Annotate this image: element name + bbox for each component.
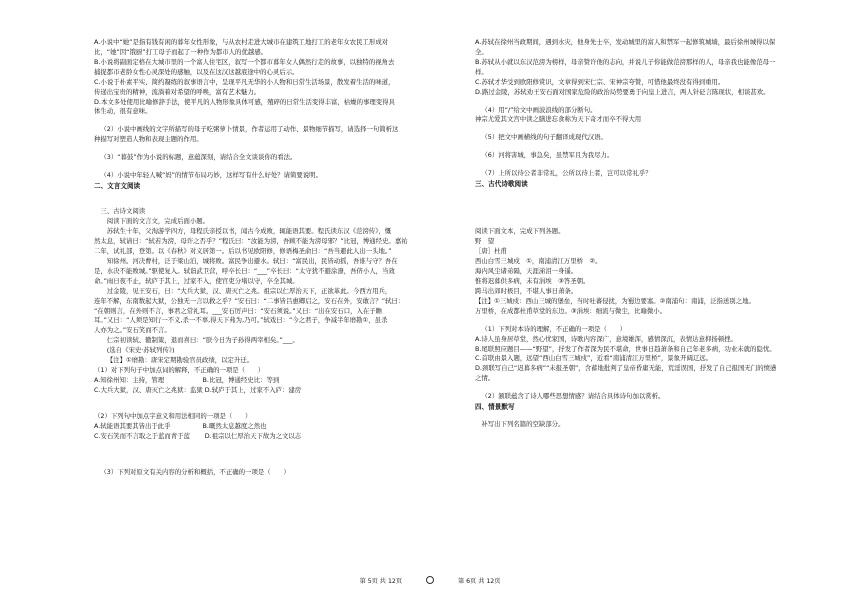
text-line: 野 望 <box>475 237 495 246</box>
text-line: （3）“暮鼓”作为小说的标题，意蕴深刻，请结合全文谈谈你的看法。 <box>100 153 297 162</box>
text-line: 海内风尘诸弟隔，天涯涕泪一身遥。 <box>475 267 578 276</box>
text-line: 传递出宝贵的精神，流淌着对希望的呼唤，富有艺术魅力。 <box>94 87 261 96</box>
text-line: 二、文言文阅读 <box>94 182 141 191</box>
text-line: （2）颔联蕴含了诗人哪些思想情感？请结合具体诗句加以赏析。 <box>481 392 665 401</box>
text-line: 二年，试礼部，登第。以《春秋》对义居第一。后以书见欧阳修，修语梅圣俞曰：“吾当避此人出一头地。” <box>94 246 392 255</box>
text-line: 万里桥，在成都杜甫草堂的东边。③涓埃：细流与微尘，比喻微小。 <box>475 306 667 315</box>
text-line: （6）河将害城，事急矣，虽禁军且为我尽力。 <box>481 151 614 160</box>
text-line: B.小说将副面定格在大城市里的一个富人住宅区，叙写一个都市暮年女人偶然行走的故事，以独特的视角去 <box>94 57 395 66</box>
text-line: 命。”雨日夜不止，轼庐于其上，过家不入，使官吏分堵以守，卒全其城。 <box>94 276 299 285</box>
text-line: B.尾联照应题目——“野望”，抒发了作者深为民不堪命，世事日趋萧条和自己年老多病，功业未就的隐忧。 <box>475 344 776 353</box>
text-line: 三、古诗文阅读 <box>100 207 146 216</box>
text-line: 过金陵，见王安石，曰：“大兵大狱，汉、唐灭亡之兆。祖宗以仁厚治天下，正欲革此。今西方用兵， <box>106 286 392 295</box>
text-line: （1）下列对本诗的理解，不正确的一项是（ ） <box>481 324 627 333</box>
text-line: C.首联由景入题，远望“西山白雪三城戍”，近看“南浦清江万里桥”，景象开阔辽远。 <box>475 354 713 363</box>
text-line: （7）上所以待公者非常礼，公所以待上者，岂可以常礼乎？ <box>481 169 652 178</box>
text-line: 神宗尤爱其文宫中读之膳进忘食称为天下奇才而卒不得大用 <box>475 115 642 124</box>
spacer <box>475 161 831 169</box>
spacer <box>475 189 831 227</box>
text-line: （2）小说中画线的文字所描写的母子吃粥萝卜情景，作者运用了动作、景物细节描写，请选择一句简析这 <box>100 125 399 134</box>
spacer <box>94 117 450 125</box>
text-line: 样。 <box>475 67 488 76</box>
text-line: C.苏轼才华受到欧阳修赏识，文章得到宋仁宗、宋神宗夸赞，可惜他最终没有得到重用。 <box>475 77 725 86</box>
spacer <box>475 143 831 151</box>
left-page-column <box>94 38 450 477</box>
text-line: （5）把文中画横线的句子翻译成现代汉语。 <box>481 133 607 142</box>
text-line: A.轼能语其要其皆出于此乎 B.嘅然太息越度之然也 <box>94 421 267 430</box>
spacer <box>475 412 831 420</box>
text-line: A.知徐州知：主持，管理 B.比冠，博通经史比：等到 <box>94 375 280 384</box>
text-line: “在朝则言，在外则不言，事君之常礼耳。___安石厉声曰：“安石须说。”又曰：“出在安石口，入在子瞻 <box>94 306 383 315</box>
text-line: A.小说中“她”是指有钱有闲的暮年女性形象，与从农村走进大城市在建筑工地打工的老年女农民工形成对 <box>94 38 389 46</box>
text-line: 体生动，很有意味。 <box>94 107 152 116</box>
text-line: 全。 <box>475 47 488 56</box>
page-footer <box>0 576 860 587</box>
spacer <box>94 163 450 171</box>
text-line: 之情。 <box>475 374 495 383</box>
text-line: (选自《宋史·苏轼列传》) <box>106 346 175 355</box>
spacer <box>94 396 450 412</box>
text-line: （1）对下列句子中加点词的解释，不正确的一项是（ ） <box>94 366 265 375</box>
text-line: 仁宗初读轼、辙制策，退而喜曰：“朕今日为子孙得两宰相矣。”___。 <box>106 336 299 345</box>
spacer <box>475 317 831 325</box>
text-line: 人亦为之。”安石笑而不言。 <box>94 326 171 335</box>
text-line: 补写出下列名篇的空缺部分。 <box>481 420 565 429</box>
text-line: 捕捉都市老龄女性心灵深处的感触，以及在这汉这越底途中的心灵后示。 <box>94 67 299 76</box>
text-line: 比，“她”因“饿厨”打工母子而起了一种作为都市人的优越感。 <box>94 47 268 56</box>
text-line: C.大兵大狱，汉、唐灭亡之兆狱：监狱 D.轼庐于其上，过家不入庐：建房 <box>94 385 302 394</box>
text-line: D.本文多处使用比喻修辞手法，使平凡的人物形象具体可感，殖碎的日常生活变得丰富，枯燥的事理变得具 <box>94 97 395 106</box>
text-line: 然太息，轼请曰：“轼若为滂，母许之否乎？”程氏曰：“汝能为滂，吾顾不能为滂母邪？”比冠，博通经史。嘉祐 <box>94 237 408 246</box>
text-line: ［唐］杜甫 <box>475 247 507 256</box>
left-page-number: 第 5页 共 12页 <box>359 578 403 585</box>
spacer <box>475 125 831 133</box>
spacer <box>94 191 450 207</box>
spacer <box>475 384 831 392</box>
text-line: 苏轼生十年，父洵游学四方，母程氏亲授以书，闻古今成败，辄能语其要。程氏读东汉《范滂传》，慨 <box>106 227 392 236</box>
text-line: B.苏轼从小就以东汉范滂为榜样，母亲赞许他的志向，并说儿子你能做范滂那样的人，母亲我也能像范母一 <box>475 57 776 66</box>
right-page-column <box>475 38 831 430</box>
text-line: （4）用“/”给文中画波浪线的部分断句。 <box>481 105 597 114</box>
text-line: （2）下列句中加点字意义和用法相同的一项是（ ） <box>94 411 252 420</box>
text-line: A.苏轼在徐州当政期间，遇到水灾，他身先士卒，发动城里的富人和禁军一起修筑城墙，最后徐州城得以保 <box>475 38 776 46</box>
text-line: 四、情景默写 <box>475 403 515 412</box>
text-line: C.小说于朴素平实、简约凝练的叙事语言中，呈现平凡无华的小人物和日常生活场景，散发着生活的味道， <box>94 77 395 86</box>
text-line: 西山白雪三城戍 ①，南浦清江万里桥 ②。 <box>475 257 602 266</box>
text-line: 【注】①三城戍：西山三城的堡垒，当时吐蕃侵扰，为蜀边要塞。②南浦句：南浦，泛指送别之地。 <box>475 296 755 305</box>
right-page-number: 第 6页 共 12页 <box>457 578 501 585</box>
text-line: 种描写对塑造人物和表现主题的作用。 <box>94 135 203 144</box>
text-line: 是，水决不能败城。”驱使复入。轼诣武卫营，呼卒长曰：“___”卒长曰：“太守犹不避涂潦，吾侪小人，当效 <box>94 266 395 275</box>
text-line: A.诗人虽身居草堂，然心忧家国，诗歌内容深广，意境雄浑，感情深沉，表情达意抑扬顿挫。 <box>475 334 737 343</box>
text-line: D.路过金陵，苏轼劝王安石面对国家危险的政治局势要勇于向皇上进言，两人针砭言陈现状，相谈甚欢。 <box>475 87 770 96</box>
spacer <box>94 442 450 468</box>
text-line: D.颈联写自己“迟暮多病”“未报圣朝”，含蓄地批判了皇帝昏庸无能，荒淫误国，抒发了自己报国无门的愤懑 <box>475 364 777 373</box>
text-line: （3）下列对原文有关内容的分析和概括，不正确的一项是（ ） <box>100 467 290 476</box>
text-line: 惟将迟暮供多病，未有涓埃 ③答圣朝。 <box>475 276 590 285</box>
text-line: （4）小说中年轻人喊“妈”的情节布局巧妙，这样写有什么好处？请简要说明。 <box>100 171 322 180</box>
text-line: 连年不解，东南数起大狱，公独无一言以救之乎？”安石曰：“二事皆吕惠卿启之，安石在外，安敢言？”轼曰： <box>94 296 405 305</box>
text-line: C.安石笑而不言取之于蓝而青于蓝 D.祖宗以仁厚治天下故为之文以志 <box>94 431 302 440</box>
spacer <box>94 145 450 153</box>
text-line: 知徐州。河决曹村，泛于梁山泊，城将败。富民争出避水。轼曰：“富民出，民皆动摇，吾谁与守？吾在 <box>106 256 398 265</box>
text-line: 耳。”又曰：“人须是知行一不义,杀一不辜,得天下弗为,乃可。”轼戏曰：“今之君子，争减半年磨勘①，虽杀 <box>94 316 388 325</box>
text-line: 阅读下面文本，完成下列各题。 <box>475 227 565 236</box>
spacer <box>475 98 831 106</box>
text-line: 跨马出郊时极目，不堪人事日萧条。 <box>475 286 578 295</box>
text-line: 阅读下面的文言文，完成后面小题。 <box>106 217 210 226</box>
binding-hole-icon <box>426 576 434 584</box>
text-line: 三、古代诗歌阅读 <box>475 180 528 189</box>
text-line: 【注】①磨勘：唐宋定期勘验官员政绩，以定升迁。 <box>106 356 254 365</box>
